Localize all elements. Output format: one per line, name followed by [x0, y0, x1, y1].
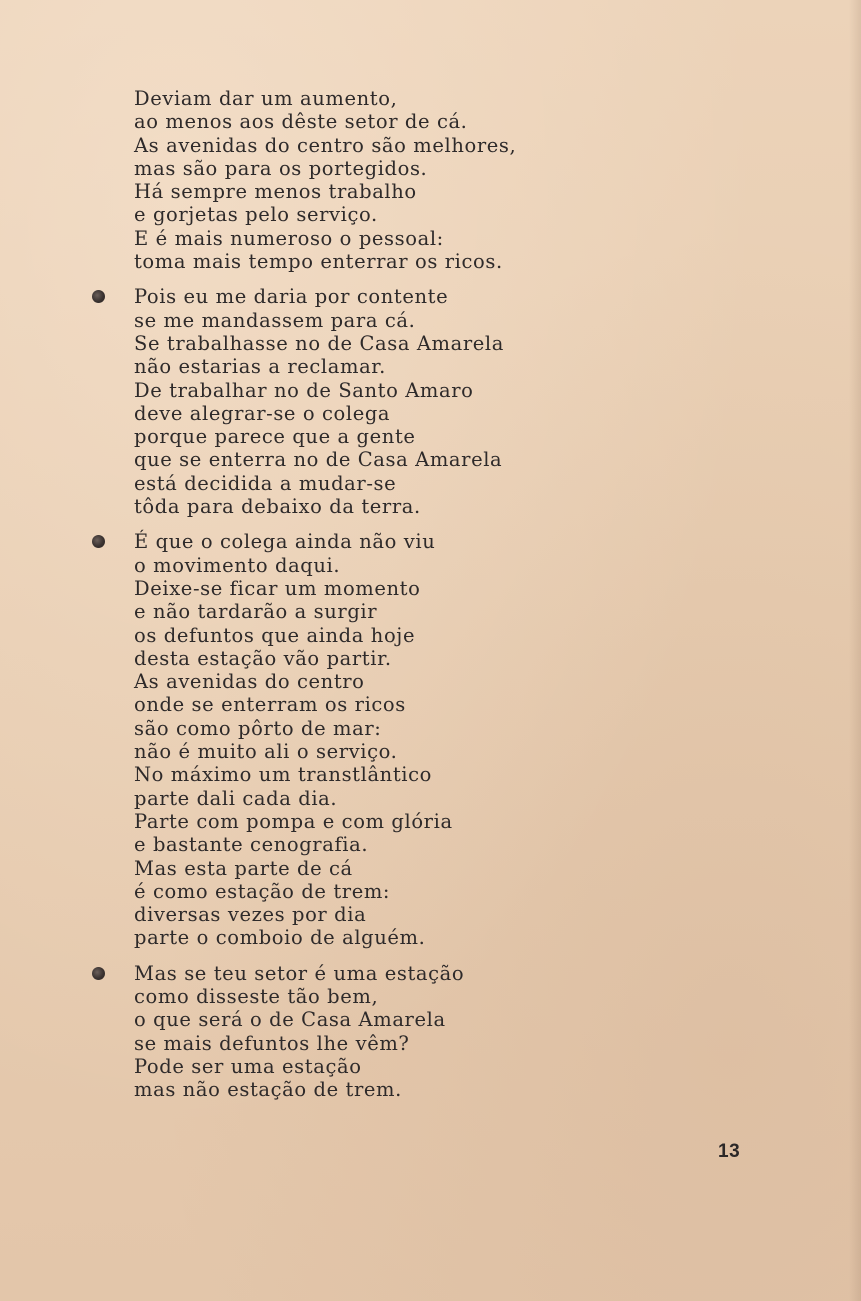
poem-line: É que o colega ainda não viu: [134, 530, 436, 554]
poem-line: As avenidas do centro: [134, 670, 365, 694]
speaker-bullet-icon: [92, 290, 105, 303]
poem-line: parte dali cada dia.: [134, 786, 338, 810]
poem-line: que se enterra no de Casa Amarela: [134, 448, 503, 472]
poem-line: Pois eu me daria por contente: [134, 285, 449, 309]
poem-line: Mas esta parte de cá: [134, 856, 353, 880]
poem-line: não estarias a reclamar.: [134, 355, 386, 379]
poem-line: se me mandassem para cá.: [134, 308, 416, 332]
poem-line: toma mais tempo enterrar os ricos.: [134, 250, 503, 274]
poem-line: As avenidas do centro são melhores,: [134, 133, 517, 157]
poem-line: desta estação vão partir.: [134, 646, 392, 670]
poem-line: ao menos aos dêste setor de cá.: [134, 110, 468, 134]
poem-line: tôda para debaixo da terra.: [134, 495, 421, 519]
poem-line: deve alegrar-se o colega: [134, 401, 391, 425]
stanza-2: [134, 285, 516, 518]
page-edge-shadow: [849, 0, 861, 1301]
poem-line: como disseste tão bem,: [134, 984, 379, 1008]
poem-line: Deixe-se ficar um momento: [134, 576, 421, 600]
stanza-3: [134, 530, 516, 949]
poem-line: é como estação de trem:: [134, 879, 391, 903]
poem-text: [134, 87, 516, 1101]
poem-line: e não tardarão a surgir: [134, 600, 378, 624]
poem-line: onde se enterram os ricos: [134, 693, 406, 717]
speaker-bullet-icon: [92, 535, 105, 548]
stanza-1: [134, 87, 516, 273]
speaker-bullet-icon: [92, 967, 105, 980]
poem-line: e bastante cenografia.: [134, 833, 369, 857]
poem-line: são como pôrto de mar:: [134, 716, 382, 740]
poem-line: mas são para os portegidos.: [134, 156, 428, 180]
poem-line: os defuntos que ainda hoje: [134, 623, 416, 647]
poem-line: porque parece que a gente: [134, 425, 416, 449]
poem-line: No máximo um transtlântico: [134, 763, 432, 787]
poem-line: e gorjetas pelo serviço.: [134, 203, 378, 227]
poem-line: Pode ser uma estação: [134, 1054, 362, 1078]
poem-line: Se trabalhasse no de Casa Amarela: [134, 331, 504, 355]
poem-line: o que será o de Casa Amarela: [134, 1008, 446, 1032]
poem-line: De trabalhar no de Santo Amaro: [134, 378, 474, 402]
page-number: 13: [718, 1141, 741, 1162]
poem-line: parte o comboio de alguém.: [134, 926, 426, 950]
poem-line: Parte com pompa e com glória: [134, 809, 453, 833]
poem-line: mas não estação de trem.: [134, 1078, 402, 1102]
poem-line: Mas se teu setor é uma estação: [134, 961, 465, 985]
poem-line: se mais defuntos lhe vêm?: [134, 1031, 410, 1055]
poem-line: o movimento daqui.: [134, 553, 341, 577]
poem-line: não é muito ali o serviço.: [134, 740, 398, 764]
stanza-4: [134, 962, 516, 1102]
poem-line: E é mais numeroso o pessoal:: [134, 226, 444, 250]
poem-line: Deviam dar um aumento,: [134, 87, 398, 110]
poem-line: diversas vezes por dia: [134, 903, 367, 927]
poem-line: Há sempre menos trabalho: [134, 180, 417, 204]
poem-line: está decidida a mudar-se: [134, 471, 397, 495]
